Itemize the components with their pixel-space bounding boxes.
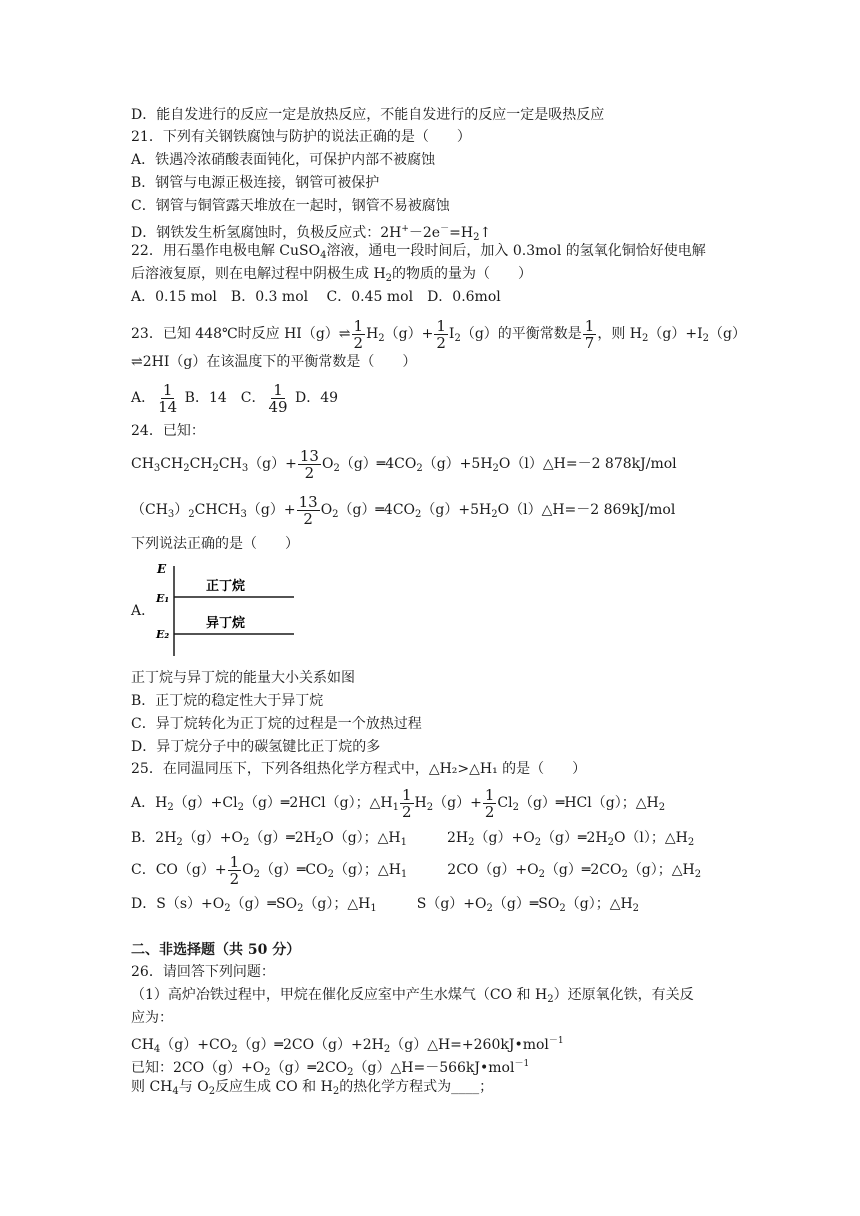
q24-stem: 24．已知： [131,423,205,439]
q26-stem: 26．请回答下列问题： [131,964,275,980]
q21-option-c: C．钢管与铜管露天堆放在一起时，钢管不易被腐蚀 [131,198,450,214]
label-n-butane: 正丁烷 [206,579,246,594]
q22-stem-line2: 后溶液复原，则在电解过程中阴极生成 $H_2$的物质的量为（ ） [131,266,533,284]
q21-option-a: A．铁遇冷浓硝酸表面钝化，可保护内部不被腐蚀 [131,152,436,168]
q23-stem-line1: 23．已知 448℃时反应 HI（g）⇌ $\frac{1}{2}$ $H_2(g)+$ $\frac{1}{2}$ $I_2(g)$的平衡常数是 $\frac{1}{7}$ ，则 $H_2(g)+I_2(g)$ [131,316,746,352]
q24-option-a-caption: 正丁烷与异丁烷的能量大小关系如图 [131,670,355,686]
q25-option-b: B．$2H_2(g)+O_2(g)═2H_2O(g)$；$\triangle H_1$ $2H_2(g)+O_2(g)═2H_2O(l)$；$\triangle H_2$ [131,830,695,848]
q21-option-b: B．钢管与电源正极连接，钢管可被保护 [131,175,380,191]
label-isobutane: 异丁烷 [206,616,246,631]
q24-option-d: D．异丁烷分子中的碳氢键比正丁烷的多 [131,739,381,755]
fraction-half: $\frac{1}{2}$ [436,316,446,352]
q24-option-c: C．异丁烷转化为正丁烷的过程是一个放热过程 [131,716,422,732]
q22-options: A．0.15 mol B．0.3 mol C．0.45 mol D．0.6mol [131,289,501,305]
q25-option-a: A．$H_2(g)+Cl_2(g)═2HCl(g)$；$\triangle H_1$ $\frac{1}{2}$ $H_2(g)+$ $\frac{1}{2}$ $Cl_2(g)═HCl(g)$；$\triangle H_2$ [131,785,666,821]
q21-stem: 21．下列有关钢铁腐蚀与防护的说法正确的是（ ） [131,129,471,145]
fraction-k: $\frac{1}{7}$ [584,316,595,352]
energy-level-diagram [154,560,296,660]
axis-label-e1: E₁ [156,592,170,605]
q26-part1-line2: 应为： [131,1010,173,1026]
q20-option-d: D．能自发进行的反应一定是放热反应，不能自发进行的反应一定是吸热反应 [131,107,605,123]
q26-question: 则 $CH_4$与 $O_2$反应生成 CO 和 $H_2$的热化学方程式为____； [131,1079,494,1097]
q26-part1-line1: （1）高炉冶铁过程中，甲烷在催化反应室中产生水煤气（CO 和 $H_2$）还原氧化铁，有关反 [131,987,694,1005]
q23-stem-line2: ⇌2HI（g）在该温度下的平衡常数是（ ） [131,354,417,370]
q24-option-a-label: A． [131,603,156,619]
q26-equation-1: $CH_4(g)+CO_2(g)═2CO(g)+2H_2(g)\triangle H=+260kJ•mol^{-1}$ [131,1036,564,1055]
q26-equation-2: 已知：$2CO(g)+O_2(g)═2CO_2(g)\triangle H=-566kJ•mol^{-1}$ [131,1059,530,1078]
axis-label-e2: E₂ [156,628,170,641]
q23-options: A． $\frac{1}{14}$ B．14 C． $\frac{1}{49}$ D．49 [131,380,339,416]
fraction-half: $\frac{1}{2}$ [353,316,364,352]
q25-stem: 25．在同温同压下，下列各组热化学方程式中，△H₂>△H₁ 的是（ ） [131,761,587,777]
section-title: 二、非选择题（共 50 分） [131,942,301,958]
q25-option-d: D．$S(s)+O_2(g)═SO_2(g)$；$\triangle H_1$ $S(g)+O_2(g)═SO_2(g)$；$\triangle H_2$ [131,896,640,914]
axis-label-e: E [157,562,167,576]
q21-option-d: D．钢铁发生析氢腐蚀时，负极反应式：$2H^+-2e^-=H_2↑$ [131,224,492,243]
q24-option-b: B．正丁烷的稳定性大于异丁烷 [131,693,324,709]
q25-option-c: C．CO（g）+ $\frac{1}{2}$ $O_2(g)═CO_2(g)$；$\triangle H_1$ $2CO(g)+O_2(g)═2CO_2(g)$；$\triangle H_2$ [131,852,702,888]
q22-stem-line1: 22．用石墨作电极电解 CuSO$_4$溶液，通电一段时间后，加入 0.3mol 的氢氧化铜恰好使电解 [131,243,706,261]
q24-equation-2: $(CH_3)_2CHCH_3(g)+$ $\frac{13}{2}$ $O_2(g)═4CO_2(g)+5H_2O(l)\triangle H=-2$ 869kJ/mol [131,492,676,528]
q24-ask: 下列说法正确的是（ ） [131,536,299,552]
q24-equation-1: $CH_3CH_2CH_2CH_3(g)+$ $\frac{13}{2}$ $O_2(g)═4CO_2(g)+5H_2O(l)\triangle H=-2$ 878kJ/mol [131,446,677,482]
